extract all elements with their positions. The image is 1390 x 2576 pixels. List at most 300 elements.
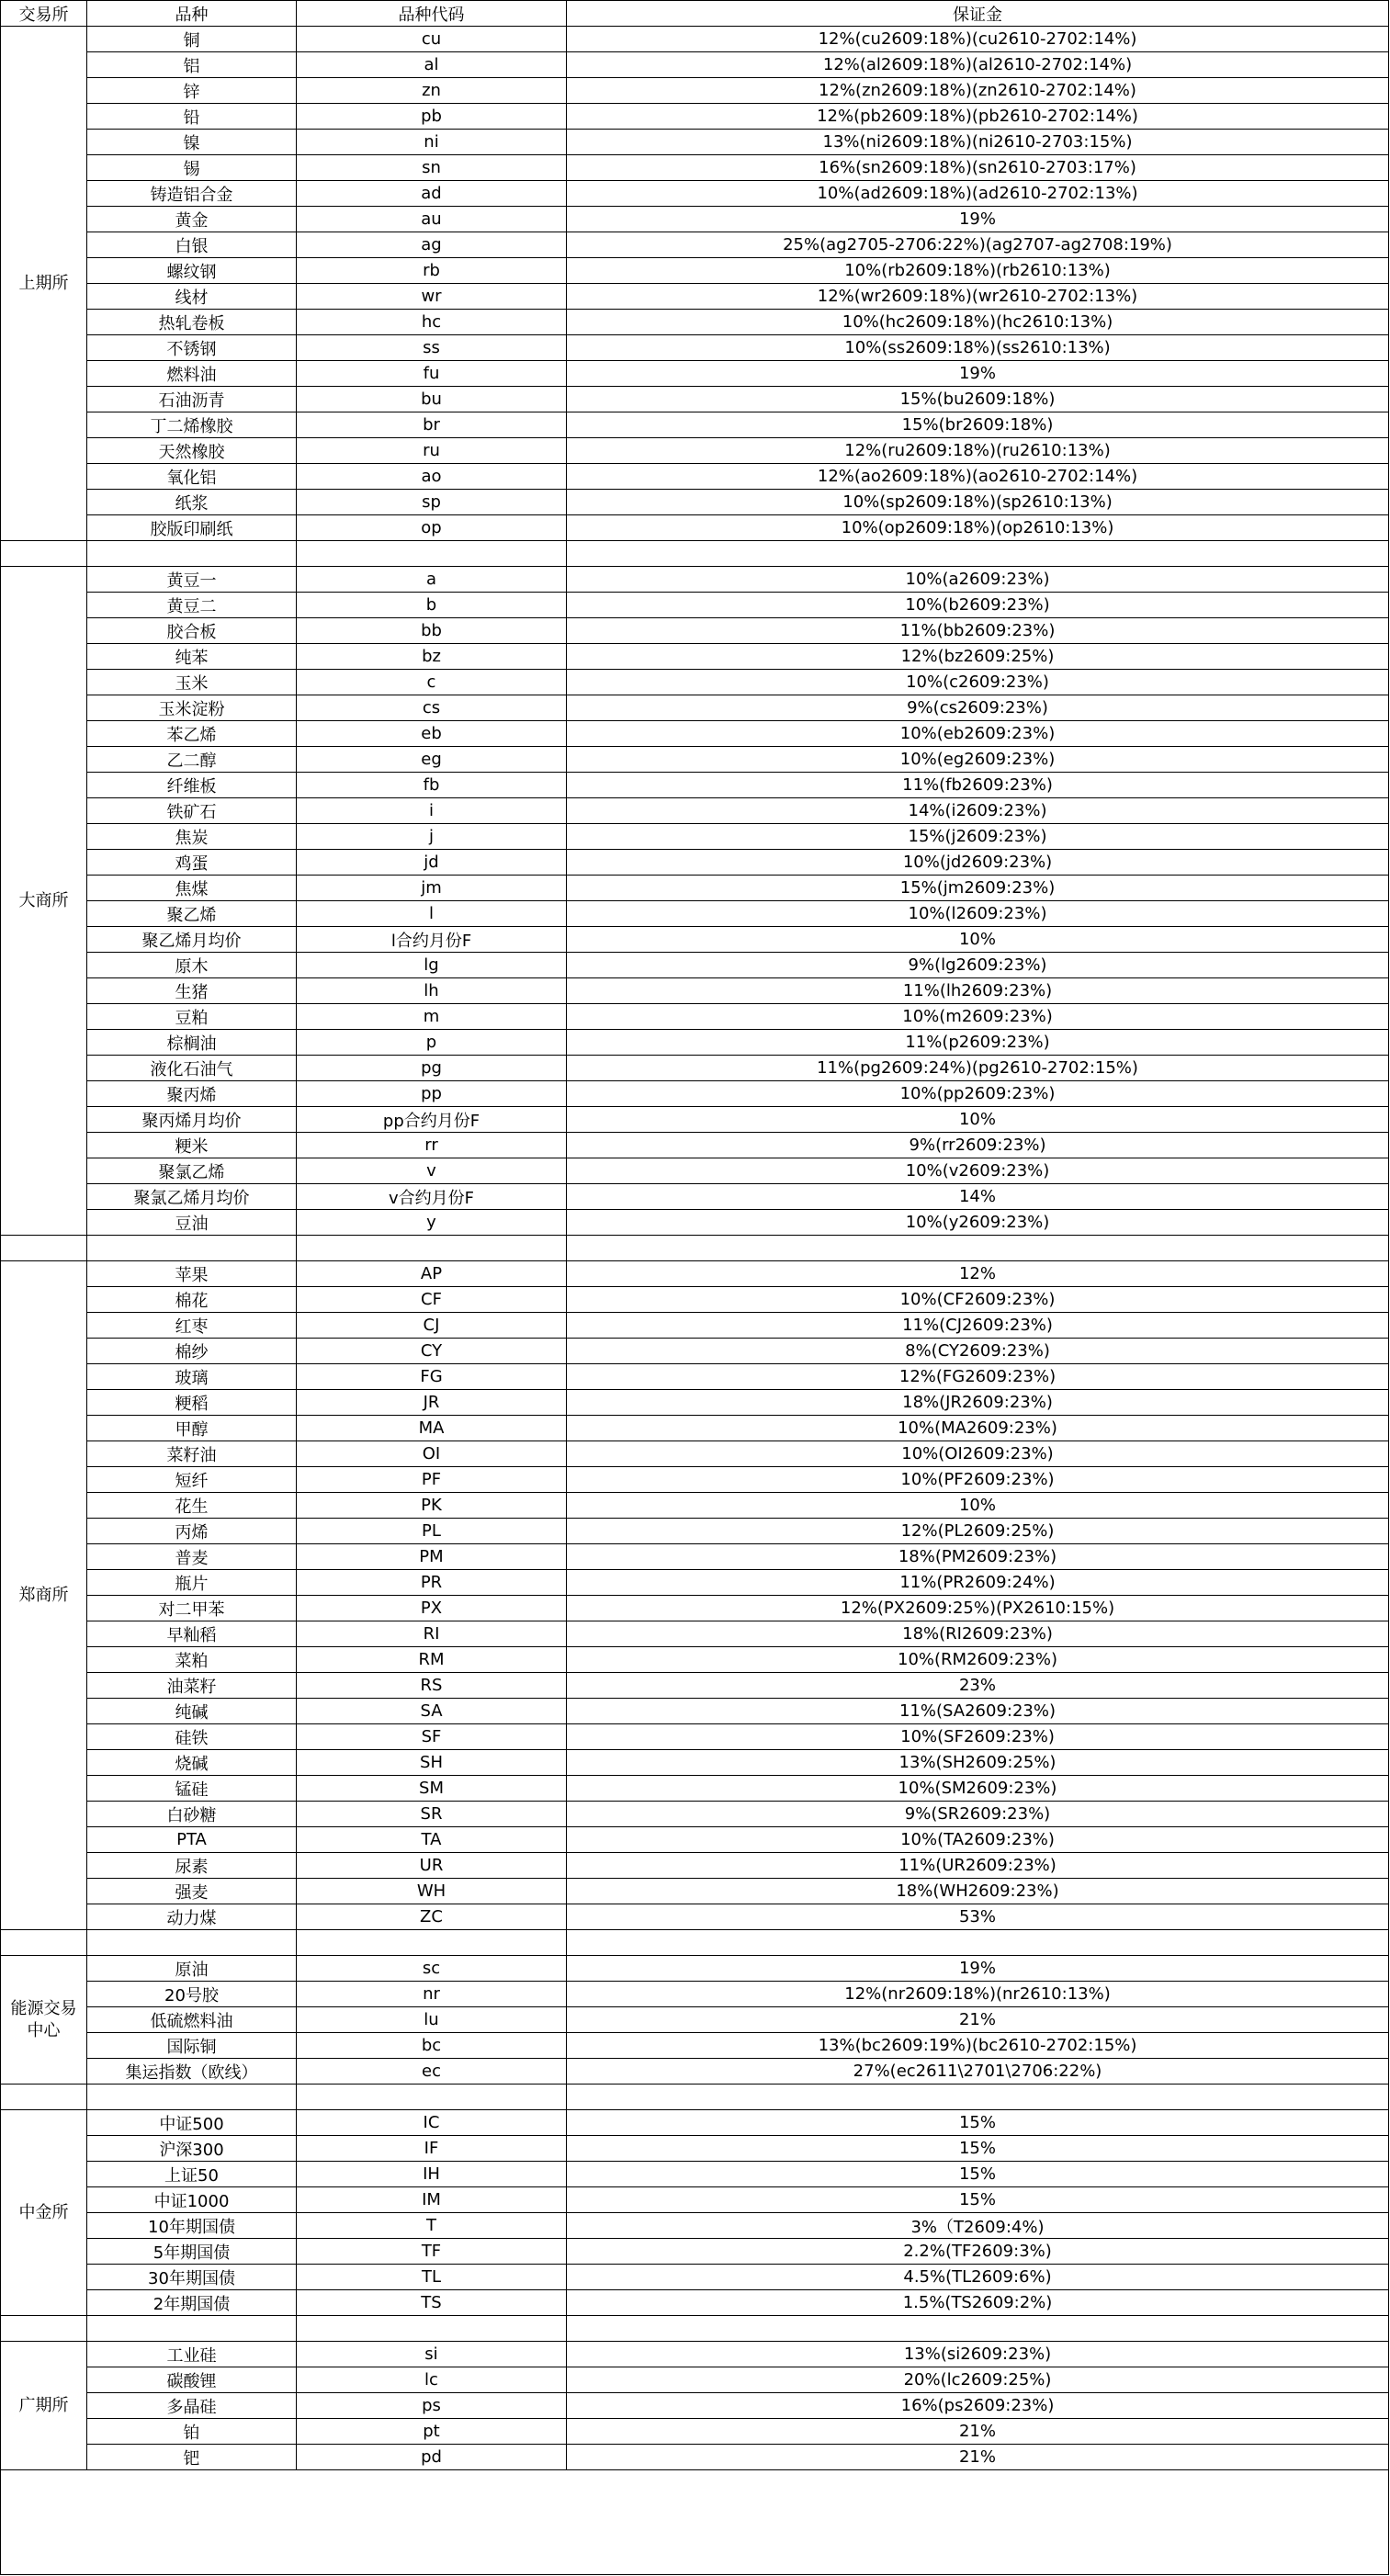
empty-cell — [297, 541, 567, 567]
margin-cell: 18%(PM2609:23%) — [567, 1544, 1389, 1570]
code-cell: ZC — [297, 1904, 567, 1930]
code-cell: CF — [297, 1287, 567, 1313]
product-cell: 铝 — [87, 52, 297, 78]
margin-cell: 4.5%(TL2609:6%) — [567, 2265, 1389, 2290]
margin-cell: 10%(eb2609:23%) — [567, 721, 1389, 747]
product-cell: 玉米淀粉 — [87, 695, 297, 721]
table-row — [1, 2419, 1389, 2445]
product-cell: 丁二烯橡胶 — [87, 412, 297, 438]
table-row — [1, 2290, 1389, 2316]
product-cell: 上证50 — [87, 2162, 297, 2187]
product-cell: 早籼稻 — [87, 1621, 297, 1647]
product-cell: 纯苯 — [87, 644, 297, 670]
code-cell: SH — [297, 1750, 567, 1776]
table-row — [1, 2187, 1389, 2213]
table-row — [1, 1956, 1389, 1982]
code-cell: lg — [297, 953, 567, 978]
code-cell: v合约月份F — [297, 1184, 567, 1210]
table-row — [1, 335, 1389, 361]
table-row — [1, 52, 1389, 78]
margin-cell: 16%(sn2609:18%)(sn2610-2703:17%) — [567, 155, 1389, 181]
empty-cell — [567, 541, 1389, 567]
code-cell: sc — [297, 1956, 567, 1982]
product-cell: 烧碱 — [87, 1750, 297, 1776]
margin-cell: 10%(rb2609:18%)(rb2610:13%) — [567, 258, 1389, 284]
product-cell: 线材 — [87, 284, 297, 310]
table-row — [1, 1210, 1389, 1236]
table-row — [1, 490, 1389, 515]
table-row — [1, 1699, 1389, 1724]
margin-cell: 10%(l2609:23%) — [567, 901, 1389, 927]
code-cell: ps — [297, 2393, 567, 2419]
code-cell: SM — [297, 1776, 567, 1802]
code-cell: si — [297, 2342, 567, 2367]
product-cell: 纯碱 — [87, 1699, 297, 1724]
margin-cell: 9%(lg2609:23%) — [567, 953, 1389, 978]
code-cell: sp — [297, 490, 567, 515]
table-row — [1, 361, 1389, 387]
product-cell: 10年期国债 — [87, 2213, 297, 2239]
code-cell: v — [297, 1158, 567, 1184]
code-cell: SF — [297, 1724, 567, 1750]
product-cell: 5年期国债 — [87, 2239, 297, 2265]
code-cell: CY — [297, 1339, 567, 1364]
margin-cell: 10% — [567, 1493, 1389, 1519]
margin-cell: 10%(jd2609:23%) — [567, 850, 1389, 876]
code-cell: PM — [297, 1544, 567, 1570]
code-cell: CJ — [297, 1313, 567, 1339]
product-cell: 氧化铝 — [87, 464, 297, 490]
code-cell: bb — [297, 618, 567, 644]
code-cell: IF — [297, 2136, 567, 2162]
product-cell: 焦煤 — [87, 876, 297, 901]
product-cell: 中证1000 — [87, 2187, 297, 2213]
margin-cell: 10%(OI2609:23%) — [567, 1441, 1389, 1467]
table-row — [1, 2445, 1389, 2470]
margin-cell: 12%(PL2609:25%) — [567, 1519, 1389, 1544]
code-cell: cs — [297, 695, 567, 721]
product-cell: 短纤 — [87, 1467, 297, 1493]
product-cell: 焦炭 — [87, 824, 297, 850]
table-row — [1, 747, 1389, 773]
table-row — [1, 798, 1389, 824]
table-row — [1, 2007, 1389, 2033]
margin-cell: 18%(JR2609:23%) — [567, 1390, 1389, 1416]
product-cell: 聚氯乙烯月均价 — [87, 1184, 297, 1210]
margin-cell: 12%(ao2609:18%)(ao2610-2702:14%) — [567, 464, 1389, 490]
empty-cell — [1, 1236, 87, 1261]
margin-cell: 15% — [567, 2110, 1389, 2136]
margin-cell: 14%(i2609:23%) — [567, 798, 1389, 824]
code-cell: ag — [297, 232, 567, 258]
product-cell: 菜粕 — [87, 1647, 297, 1673]
table-row — [1, 593, 1389, 618]
product-cell: 白银 — [87, 232, 297, 258]
table-row — [1, 1287, 1389, 1313]
table-row — [1, 850, 1389, 876]
table-row — [1, 618, 1389, 644]
code-cell: ao — [297, 464, 567, 490]
code-cell: SR — [297, 1802, 567, 1827]
product-cell: 苯乙烯 — [87, 721, 297, 747]
margin-cell: 12%(wr2609:18%)(wr2610-2702:13%) — [567, 284, 1389, 310]
product-cell: 聚氯乙烯 — [87, 1158, 297, 1184]
margin-cell: 10%(a2609:23%) — [567, 567, 1389, 593]
code-cell: rb — [297, 258, 567, 284]
table-row — [1, 2239, 1389, 2265]
product-cell: 沪深300 — [87, 2136, 297, 2162]
code-cell: br — [297, 412, 567, 438]
product-cell: 强麦 — [87, 1879, 297, 1904]
table-row — [1, 1853, 1389, 1879]
code-cell: ss — [297, 335, 567, 361]
empty-cell — [1, 541, 87, 567]
margin-cell: 10%(pp2609:23%) — [567, 1081, 1389, 1107]
table-row — [1, 2213, 1389, 2239]
product-cell: 玻璃 — [87, 1364, 297, 1390]
empty-cell — [297, 1236, 567, 1261]
table-row — [1, 1467, 1389, 1493]
empty-cell — [567, 1236, 1389, 1261]
code-cell: PL — [297, 1519, 567, 1544]
header-product: 品种 — [87, 1, 297, 27]
code-cell: au — [297, 207, 567, 232]
table-row — [1, 1056, 1389, 1081]
margin-cell: 10%(hc2609:18%)(hc2610:13%) — [567, 310, 1389, 335]
product-cell: 普麦 — [87, 1544, 297, 1570]
code-cell: PX — [297, 1596, 567, 1621]
code-cell: nr — [297, 1982, 567, 2007]
empty-cell — [1, 1930, 87, 1956]
margin-cell: 10%(RM2609:23%) — [567, 1647, 1389, 1673]
margin-cell: 20%(lc2609:25%) — [567, 2367, 1389, 2393]
margin-cell: 13%(bc2609:19%)(bc2610-2702:15%) — [567, 2033, 1389, 2059]
product-cell: 不锈钢 — [87, 335, 297, 361]
margin-cell: 15%(jm2609:23%) — [567, 876, 1389, 901]
separator-row — [1, 2085, 1389, 2110]
table-row — [1, 1261, 1389, 1287]
table-row — [1, 1570, 1389, 1596]
product-cell: 铸造铝合金 — [87, 181, 297, 207]
header-margin: 保证金 — [567, 1, 1389, 27]
table-row — [1, 464, 1389, 490]
margin-cell: 25%(ag2705-2706:22%)(ag2707-ag2708:19%) — [567, 232, 1389, 258]
table-row — [1, 2033, 1389, 2059]
margin-cell: 10%(MA2609:23%) — [567, 1416, 1389, 1441]
margin-cell: 10%(sp2609:18%)(sp2610:13%) — [567, 490, 1389, 515]
product-cell: 硅铁 — [87, 1724, 297, 1750]
code-cell: m — [297, 1004, 567, 1030]
margin-cell: 19% — [567, 361, 1389, 387]
margin-cell: 9%(rr2609:23%) — [567, 1133, 1389, 1158]
table-row — [1, 2110, 1389, 2136]
table-row — [1, 438, 1389, 464]
table-row — [1, 258, 1389, 284]
product-cell: 对二甲苯 — [87, 1596, 297, 1621]
margin-cell: 18%(RI2609:23%) — [567, 1621, 1389, 1647]
table-row — [1, 824, 1389, 850]
code-cell: c — [297, 670, 567, 695]
margin-cell: 3%（T2609:4%) — [567, 2213, 1389, 2239]
product-cell: 黄豆一 — [87, 567, 297, 593]
code-cell: sn — [297, 155, 567, 181]
margin-cell: 11%(CJ2609:23%) — [567, 1313, 1389, 1339]
code-cell: pg — [297, 1056, 567, 1081]
product-cell: 螺纹钢 — [87, 258, 297, 284]
table-row — [1, 1647, 1389, 1673]
table-row — [1, 181, 1389, 207]
margin-cell: 21% — [567, 2007, 1389, 2033]
table-row — [1, 1081, 1389, 1107]
table-row — [1, 567, 1389, 593]
margin-cell: 1.5%(TS2609:2%) — [567, 2290, 1389, 2316]
code-cell: TA — [297, 1827, 567, 1853]
code-cell: lh — [297, 978, 567, 1004]
product-cell: 黄豆二 — [87, 593, 297, 618]
header-code: 品种代码 — [297, 1, 567, 27]
code-cell: jd — [297, 850, 567, 876]
table-row — [1, 1133, 1389, 1158]
code-cell: ec — [297, 2059, 567, 2085]
code-cell: PF — [297, 1467, 567, 1493]
product-cell: 棉花 — [87, 1287, 297, 1313]
separator-row — [1, 1930, 1389, 1956]
margin-cell: 9%(cs2609:23%) — [567, 695, 1389, 721]
margin-cell: 10% — [567, 1107, 1389, 1133]
margin-cell: 12%(PX2609:25%)(PX2610:15%) — [567, 1596, 1389, 1621]
product-cell: 胶合板 — [87, 618, 297, 644]
code-cell: i — [297, 798, 567, 824]
code-cell: zn — [297, 78, 567, 104]
empty-cell — [297, 2316, 567, 2342]
product-cell: 燃料油 — [87, 361, 297, 387]
margin-cell: 10%(y2609:23%) — [567, 1210, 1389, 1236]
margin-cell: 11%(fb2609:23%) — [567, 773, 1389, 798]
margin-cell: 13%(ni2609:18%)(ni2610-2703:15%) — [567, 130, 1389, 155]
code-cell: UR — [297, 1853, 567, 1879]
margin-cell: 12%(bz2609:25%) — [567, 644, 1389, 670]
margin-cell: 9%(SR2609:23%) — [567, 1802, 1389, 1827]
product-cell: 中证500 — [87, 2110, 297, 2136]
table-row — [1, 1750, 1389, 1776]
empty-cell — [87, 541, 297, 567]
margin-cell: 23% — [567, 1673, 1389, 1699]
code-cell: RS — [297, 1673, 567, 1699]
product-cell: 动力煤 — [87, 1904, 297, 1930]
product-cell: 锡 — [87, 155, 297, 181]
code-cell: TL — [297, 2265, 567, 2290]
exchange-cell: 郑商所 — [1, 1261, 87, 1930]
code-cell: PR — [297, 1570, 567, 1596]
code-cell: bz — [297, 644, 567, 670]
table-row — [1, 1596, 1389, 1621]
product-cell: 甲醇 — [87, 1416, 297, 1441]
table-row — [1, 1030, 1389, 1056]
product-cell: 锰硅 — [87, 1776, 297, 1802]
table-row — [1, 104, 1389, 130]
margin-cell: 15% — [567, 2136, 1389, 2162]
code-cell: pb — [297, 104, 567, 130]
margin-cell: 11%(UR2609:23%) — [567, 1853, 1389, 1879]
table-row — [1, 1724, 1389, 1750]
table-row — [1, 695, 1389, 721]
code-cell: RI — [297, 1621, 567, 1647]
product-cell: 铅 — [87, 104, 297, 130]
code-cell: TF — [297, 2239, 567, 2265]
table-row — [1, 1416, 1389, 1441]
product-cell: 豆油 — [87, 1210, 297, 1236]
margin-cell: 10%(ss2609:18%)(ss2610:13%) — [567, 335, 1389, 361]
margin-cell: 10%(TA2609:23%) — [567, 1827, 1389, 1853]
code-cell: IH — [297, 2162, 567, 2187]
product-cell: 尿素 — [87, 1853, 297, 1879]
code-cell: fu — [297, 361, 567, 387]
product-cell: 白砂糖 — [87, 1802, 297, 1827]
margin-cell: 8%(CY2609:23%) — [567, 1339, 1389, 1364]
code-cell: eb — [297, 721, 567, 747]
product-cell: 玉米 — [87, 670, 297, 695]
product-cell: 工业硅 — [87, 2342, 297, 2367]
product-cell: 苹果 — [87, 1261, 297, 1287]
product-cell: 乙二醇 — [87, 747, 297, 773]
table-row — [1, 1158, 1389, 1184]
product-cell: 油菜籽 — [87, 1673, 297, 1699]
margin-cell: 12%(cu2609:18%)(cu2610-2702:14%) — [567, 27, 1389, 52]
product-cell: 2年期国债 — [87, 2290, 297, 2316]
code-cell: T — [297, 2213, 567, 2239]
table-row — [1, 1982, 1389, 2007]
product-cell: 聚丙烯 — [87, 1081, 297, 1107]
product-cell: 原木 — [87, 953, 297, 978]
table-row — [1, 670, 1389, 695]
separator-row — [1, 541, 1389, 567]
code-cell: IC — [297, 2110, 567, 2136]
table-row — [1, 515, 1389, 541]
product-cell: 棉纱 — [87, 1339, 297, 1364]
table-row — [1, 721, 1389, 747]
table-row — [1, 1827, 1389, 1853]
empty-cell — [567, 2316, 1389, 2342]
product-cell: 胶版印刷纸 — [87, 515, 297, 541]
table-row — [1, 1904, 1389, 1930]
code-cell: ad — [297, 181, 567, 207]
product-cell: 生猪 — [87, 978, 297, 1004]
margin-cell: 15%(bu2609:18%) — [567, 387, 1389, 412]
code-cell: op — [297, 515, 567, 541]
product-cell: 天然橡胶 — [87, 438, 297, 464]
table-row — [1, 901, 1389, 927]
code-cell: OI — [297, 1441, 567, 1467]
empty-cell — [87, 1236, 297, 1261]
table-row — [1, 1364, 1389, 1390]
table-row — [1, 1879, 1389, 1904]
product-cell: 集运指数（欧线） — [87, 2059, 297, 2085]
margin-cell: 21% — [567, 2445, 1389, 2470]
margin-cell: 13%(si2609:23%) — [567, 2342, 1389, 2367]
code-cell: WH — [297, 1879, 567, 1904]
margin-cell: 18%(WH2609:23%) — [567, 1879, 1389, 1904]
margin-cell: 12%(pb2609:18%)(pb2610-2702:14%) — [567, 104, 1389, 130]
product-cell: 红枣 — [87, 1313, 297, 1339]
table-row — [1, 1107, 1389, 1133]
code-cell: pt — [297, 2419, 567, 2445]
margin-cell: 10%(PF2609:23%) — [567, 1467, 1389, 1493]
margin-cell: 16%(ps2609:23%) — [567, 2393, 1389, 2419]
empty-cell — [1, 2085, 87, 2110]
code-cell: j — [297, 824, 567, 850]
code-cell: lu — [297, 2007, 567, 2033]
code-cell: MA — [297, 1416, 567, 1441]
code-cell: lc — [297, 2367, 567, 2393]
margin-cell: 10% — [567, 927, 1389, 953]
empty-cell — [567, 2085, 1389, 2110]
code-cell: ru — [297, 438, 567, 464]
code-cell: y — [297, 1210, 567, 1236]
header-row — [1, 1, 1389, 27]
margin-cell: 10%(v2609:23%) — [567, 1158, 1389, 1184]
empty-cell — [297, 1930, 567, 1956]
table-row — [1, 1390, 1389, 1416]
empty-cell — [87, 2085, 297, 2110]
code-cell: IM — [297, 2187, 567, 2213]
table-row — [1, 1544, 1389, 1570]
empty-cell — [87, 1930, 297, 1956]
header-exchange: 交易所 — [1, 1, 87, 27]
margin-cell: 14% — [567, 1184, 1389, 1210]
table-row — [1, 1493, 1389, 1519]
product-cell: 铁矿石 — [87, 798, 297, 824]
product-cell: 原油 — [87, 1956, 297, 1982]
product-cell: 铂 — [87, 2419, 297, 2445]
code-cell: PK — [297, 1493, 567, 1519]
code-cell: bu — [297, 387, 567, 412]
margin-cell: 19% — [567, 207, 1389, 232]
margin-cell: 53% — [567, 1904, 1389, 1930]
product-cell: 黄金 — [87, 207, 297, 232]
table-row — [1, 927, 1389, 953]
table-row — [1, 207, 1389, 232]
margin-cell: 10%(op2609:18%)(op2610:13%) — [567, 515, 1389, 541]
code-cell: p — [297, 1030, 567, 1056]
separator-row — [1, 2316, 1389, 2342]
margin-cell: 11%(PR2609:24%) — [567, 1570, 1389, 1596]
product-cell: 多晶硅 — [87, 2393, 297, 2419]
code-cell: pp — [297, 1081, 567, 1107]
empty-cell — [1, 2316, 87, 2342]
code-cell: wr — [297, 284, 567, 310]
product-cell: 镍 — [87, 130, 297, 155]
table-row — [1, 1339, 1389, 1364]
code-cell: bc — [297, 2033, 567, 2059]
code-cell: pp合约月份F — [297, 1107, 567, 1133]
margin-cell: 10%(SM2609:23%) — [567, 1776, 1389, 1802]
table-row — [1, 876, 1389, 901]
product-cell: PTA — [87, 1827, 297, 1853]
margin-cell: 13%(SH2609:25%) — [567, 1750, 1389, 1776]
table-row — [1, 2059, 1389, 2085]
table-row — [1, 978, 1389, 1004]
margin-cell: 11%(p2609:23%) — [567, 1030, 1389, 1056]
table-row — [1, 284, 1389, 310]
product-cell: 碳酸锂 — [87, 2367, 297, 2393]
product-cell: 聚乙烯 — [87, 901, 297, 927]
margin-cell: 12% — [567, 1261, 1389, 1287]
table-row — [1, 78, 1389, 104]
table-row — [1, 2136, 1389, 2162]
code-cell: FG — [297, 1364, 567, 1390]
product-cell: 20号胶 — [87, 1982, 297, 2007]
table-row — [1, 1519, 1389, 1544]
